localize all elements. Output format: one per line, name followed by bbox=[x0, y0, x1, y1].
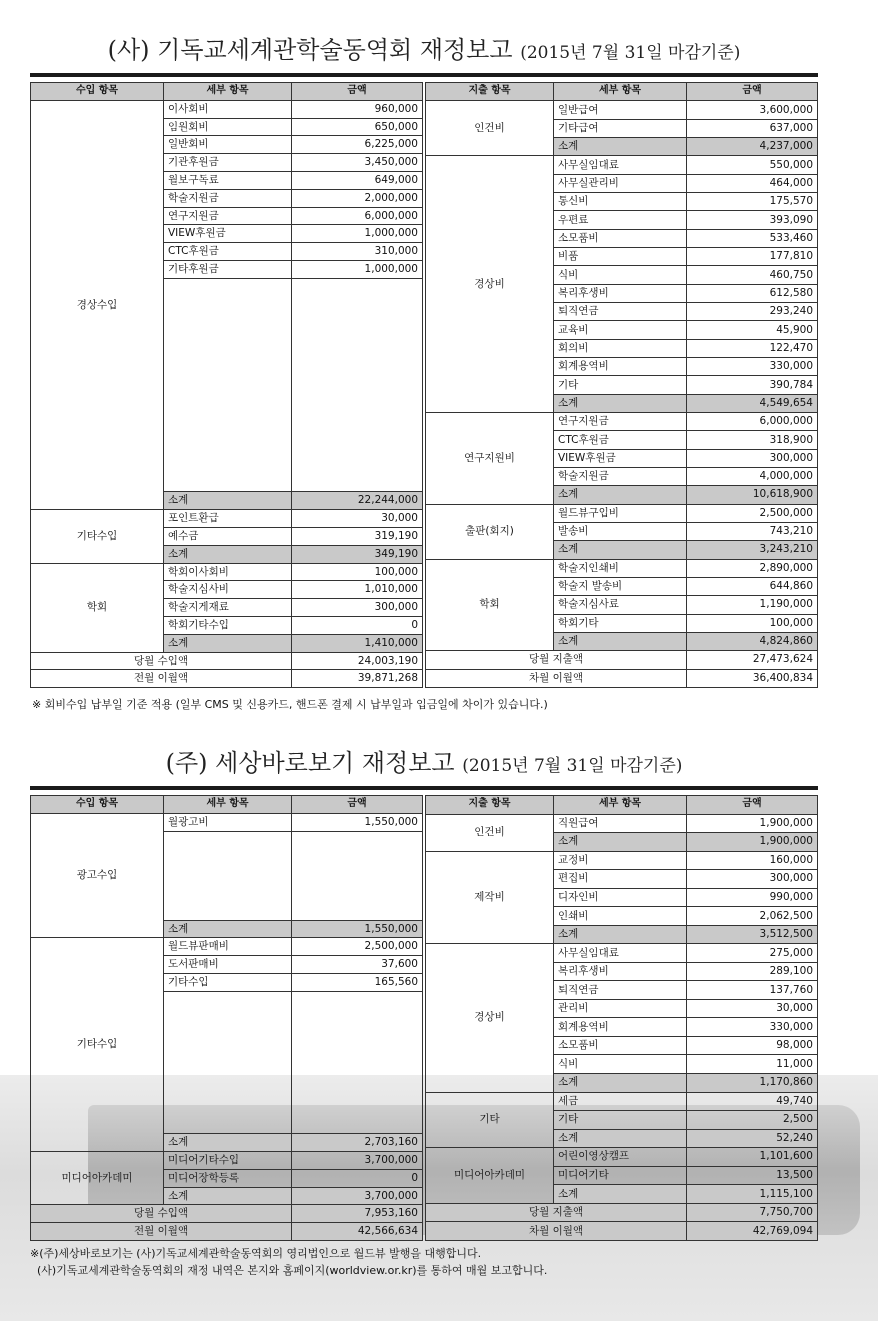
total-amount: 36,400,834 bbox=[687, 669, 818, 688]
subtotal-label: 소계 bbox=[164, 1134, 292, 1152]
item-cell: 회계용역비 bbox=[554, 1018, 687, 1037]
amount-cell: 1,010,000 bbox=[292, 581, 423, 599]
category-cell: 학회 bbox=[426, 559, 554, 651]
item-cell: 복리후생비 bbox=[554, 284, 687, 302]
item-cell: 임원회비 bbox=[164, 118, 292, 136]
section-company-report bbox=[30, 743, 818, 1279]
item-cell: 학회기타 bbox=[554, 614, 687, 632]
amount-cell: 2,890,000 bbox=[687, 559, 818, 577]
item-cell: 관리비 bbox=[554, 999, 687, 1018]
amount-cell: 330,000 bbox=[687, 357, 818, 375]
amount-cell: 2,062,500 bbox=[687, 907, 818, 926]
amount-cell: 650,000 bbox=[292, 118, 423, 136]
item-cell: 퇴직연금 bbox=[554, 981, 687, 1000]
item-cell: 사무실관리비 bbox=[554, 174, 687, 192]
item-cell: 기타수입 bbox=[164, 973, 292, 991]
amount-cell: 300,000 bbox=[687, 870, 818, 889]
category-cell: 기타수입 bbox=[31, 510, 164, 563]
total-amount: 42,566,634 bbox=[292, 1223, 423, 1241]
total-row bbox=[426, 1203, 818, 1222]
subtotal-label: 소계 bbox=[554, 486, 687, 504]
amount-cell: 100,000 bbox=[292, 563, 423, 581]
amount-cell: 122,470 bbox=[687, 339, 818, 357]
section-association-report bbox=[30, 30, 818, 713]
item-cell: CTC후원금 bbox=[554, 431, 687, 449]
subtotal-label: 소계 bbox=[164, 1187, 292, 1205]
amount-cell: 310,000 bbox=[292, 243, 423, 261]
subtotal-label: 소계 bbox=[554, 1185, 687, 1204]
subtotal-amount: 1,550,000 bbox=[292, 920, 423, 938]
amount-cell: 0 bbox=[292, 616, 423, 634]
total-amount: 7,750,700 bbox=[687, 1203, 818, 1222]
amount-cell: 1,900,000 bbox=[687, 814, 818, 833]
amount-cell: 45,900 bbox=[687, 321, 818, 339]
item-cell: 소모품비 bbox=[554, 229, 687, 247]
category-cell: 출판(회지) bbox=[426, 504, 554, 559]
category-cell: 미디어아카데미 bbox=[426, 1148, 554, 1204]
report-note bbox=[30, 1245, 818, 1279]
report-title bbox=[30, 743, 818, 778]
subtotal-label: 소계 bbox=[554, 833, 687, 852]
category-cell: 기타 bbox=[426, 1092, 554, 1148]
amount-cell: 300,000 bbox=[292, 599, 423, 617]
subtotal-amount: 52,240 bbox=[687, 1129, 818, 1148]
item-cell: 인쇄비 bbox=[554, 907, 687, 926]
empty-cell bbox=[292, 831, 423, 920]
subtotal-label: 소계 bbox=[164, 634, 292, 652]
item-cell: 교정비 bbox=[554, 851, 687, 870]
amount-cell: 3,450,000 bbox=[292, 154, 423, 172]
item-cell: 연구지원금 bbox=[554, 412, 687, 430]
amount-cell: 30,000 bbox=[292, 510, 423, 528]
total-row bbox=[31, 670, 423, 688]
amount-cell: 960,000 bbox=[292, 100, 423, 118]
subtotal-label: 소계 bbox=[164, 920, 292, 938]
total-row bbox=[31, 652, 423, 670]
amount-cell: 649,000 bbox=[292, 171, 423, 189]
amount-cell: 275,000 bbox=[687, 944, 818, 963]
item-cell: 비품 bbox=[554, 247, 687, 265]
item-cell: 식비 bbox=[554, 266, 687, 284]
subtotal-amount: 10,618,900 bbox=[687, 486, 818, 504]
subtotal-label: 소계 bbox=[554, 925, 687, 944]
col-header-item: 세부 항목 bbox=[554, 83, 687, 101]
empty-cell bbox=[164, 278, 292, 492]
amount-cell: 550,000 bbox=[687, 156, 818, 174]
total-row bbox=[426, 1222, 818, 1241]
amount-cell: 175,570 bbox=[687, 192, 818, 210]
table-row bbox=[426, 944, 818, 963]
amount-cell: 1,190,000 bbox=[687, 596, 818, 614]
category-cell: 제작비 bbox=[426, 851, 554, 944]
amount-cell: 2,000,000 bbox=[292, 189, 423, 207]
empty-cell bbox=[292, 278, 423, 492]
item-cell: 일반급여 bbox=[554, 101, 687, 119]
amount-cell: 743,210 bbox=[687, 522, 818, 540]
item-cell: 월드뷰판매비 bbox=[164, 938, 292, 956]
amount-cell: 4,000,000 bbox=[687, 467, 818, 485]
item-cell: CTC후원금 bbox=[164, 243, 292, 261]
subtotal-amount: 349,190 bbox=[292, 545, 423, 563]
table-row bbox=[426, 559, 818, 577]
col-header-category: 지출 항목 bbox=[426, 83, 554, 101]
item-cell: 퇴직연금 bbox=[554, 302, 687, 320]
item-cell: 식비 bbox=[554, 1055, 687, 1074]
amount-cell: 990,000 bbox=[687, 888, 818, 907]
category-cell: 경상수입 bbox=[31, 100, 164, 509]
table-row bbox=[426, 412, 818, 430]
col-header-item: 세부 항목 bbox=[164, 796, 292, 814]
total-amount: 42,769,094 bbox=[687, 1222, 818, 1241]
total-label: 당월 수입액 bbox=[31, 1205, 292, 1223]
subtotal-amount: 2,703,160 bbox=[292, 1134, 423, 1152]
amount-cell: 289,100 bbox=[687, 962, 818, 981]
item-cell: 도서판매비 bbox=[164, 956, 292, 974]
amount-cell: 98,000 bbox=[687, 1036, 818, 1055]
expense-table bbox=[425, 795, 818, 1241]
subtotal-amount: 1,115,100 bbox=[687, 1185, 818, 1204]
item-cell: 발송비 bbox=[554, 522, 687, 540]
item-cell: 직원급여 bbox=[554, 814, 687, 833]
subtotal-label: 소계 bbox=[554, 394, 687, 412]
amount-cell: 460,750 bbox=[687, 266, 818, 284]
total-amount: 39,871,268 bbox=[292, 670, 423, 688]
col-header-item: 세부 항목 bbox=[554, 796, 687, 815]
amount-cell: 0 bbox=[292, 1169, 423, 1187]
item-cell: 회의비 bbox=[554, 339, 687, 357]
amount-cell: 49,740 bbox=[687, 1092, 818, 1111]
table-row bbox=[31, 563, 423, 581]
subtotal-amount: 1,410,000 bbox=[292, 634, 423, 652]
subtotal-amount: 3,243,210 bbox=[687, 541, 818, 559]
amount-cell: 644,860 bbox=[687, 577, 818, 595]
total-label: 당월 수입액 bbox=[31, 652, 292, 670]
header-row bbox=[426, 796, 818, 815]
amount-cell: 165,560 bbox=[292, 973, 423, 991]
amount-cell: 330,000 bbox=[687, 1018, 818, 1037]
empty-cell bbox=[292, 991, 423, 1133]
subtotal-label: 소계 bbox=[554, 137, 687, 155]
col-header-amount: 금액 bbox=[687, 796, 818, 815]
total-row bbox=[426, 651, 818, 669]
title-text: (사) 기독교세계관학술동역회 재정보고 bbox=[107, 36, 513, 64]
amount-cell: 1,550,000 bbox=[292, 813, 423, 831]
item-cell: 소모품비 bbox=[554, 1036, 687, 1055]
subtotal-amount: 3,700,000 bbox=[292, 1187, 423, 1205]
item-cell: 학술지 발송비 bbox=[554, 577, 687, 595]
note-line: (사)기독교세계관학술동역회의 재정 내역은 본지와 홈페이지(worldview.or.kr)를 통하여 매월 보고합니다. bbox=[30, 1263, 548, 1277]
income-table bbox=[30, 82, 423, 688]
table-row bbox=[426, 1092, 818, 1111]
total-label: 당월 지출액 bbox=[426, 1203, 687, 1222]
table-row bbox=[426, 156, 818, 174]
amount-cell: 637,000 bbox=[687, 119, 818, 137]
total-amount: 7,953,160 bbox=[292, 1205, 423, 1223]
item-cell: 학술지인쇄비 bbox=[554, 559, 687, 577]
total-label: 전월 이월액 bbox=[31, 670, 292, 688]
category-cell: 연구지원비 bbox=[426, 412, 554, 504]
amount-cell: 3,600,000 bbox=[687, 101, 818, 119]
total-label: 차월 이월액 bbox=[426, 669, 687, 688]
item-cell: 사무실임대료 bbox=[554, 156, 687, 174]
amount-cell: 293,240 bbox=[687, 302, 818, 320]
item-cell: 월광고비 bbox=[164, 813, 292, 831]
total-row bbox=[31, 1205, 423, 1223]
amount-cell: 6,000,000 bbox=[292, 207, 423, 225]
amount-cell: 13,500 bbox=[687, 1166, 818, 1185]
category-cell: 미디어아카데미 bbox=[31, 1151, 164, 1204]
report-title bbox=[30, 30, 818, 65]
col-header-category: 수입 항목 bbox=[31, 83, 164, 101]
item-cell: 이사회비 bbox=[164, 100, 292, 118]
item-cell: 사무실임대료 bbox=[554, 944, 687, 963]
category-cell: 경상비 bbox=[426, 944, 554, 1092]
item-cell: 세금 bbox=[554, 1092, 687, 1111]
item-cell: VIEW후원금 bbox=[164, 225, 292, 243]
expense-table bbox=[425, 82, 818, 688]
amount-cell: 318,900 bbox=[687, 431, 818, 449]
item-cell: 미디어기타수입 bbox=[164, 1151, 292, 1169]
subtotal-amount: 4,824,860 bbox=[687, 632, 818, 650]
subtotal-amount: 1,170,860 bbox=[687, 1073, 818, 1092]
item-cell: 학회이사회비 bbox=[164, 563, 292, 581]
amount-cell: 319,190 bbox=[292, 527, 423, 545]
table-row bbox=[31, 813, 423, 831]
col-header-amount: 금액 bbox=[292, 83, 423, 101]
header-row bbox=[31, 796, 423, 814]
table-row bbox=[426, 851, 818, 870]
item-cell: 연구지원금 bbox=[164, 207, 292, 225]
total-amount: 27,473,624 bbox=[687, 651, 818, 669]
total-label: 차월 이월액 bbox=[426, 1222, 687, 1241]
subtotal-amount: 4,237,000 bbox=[687, 137, 818, 155]
amount-cell: 2,500,000 bbox=[292, 938, 423, 956]
note-line: ※(주)세상바로보기는 (사)기독교세계관학술동역회의 영리법인으로 월드뷰 발행을 대행합니다. bbox=[30, 1246, 482, 1260]
amount-cell: 393,090 bbox=[687, 211, 818, 229]
item-cell: 미디어장학등록 bbox=[164, 1169, 292, 1187]
table-row bbox=[31, 510, 423, 528]
subtotal-label: 소계 bbox=[164, 545, 292, 563]
item-cell: 기타 bbox=[554, 1111, 687, 1130]
amount-cell: 1,000,000 bbox=[292, 260, 423, 278]
col-header-amount: 금액 bbox=[687, 83, 818, 101]
subtotal-amount: 1,900,000 bbox=[687, 833, 818, 852]
table-row bbox=[426, 504, 818, 522]
table-row bbox=[31, 938, 423, 956]
amount-cell: 464,000 bbox=[687, 174, 818, 192]
item-cell: 학술지원금 bbox=[554, 467, 687, 485]
item-cell: 미디어기타 bbox=[554, 1166, 687, 1185]
total-label: 당월 지출액 bbox=[426, 651, 687, 669]
title-rule bbox=[30, 786, 818, 790]
item-cell: 기타 bbox=[554, 376, 687, 394]
empty-cell bbox=[164, 831, 292, 920]
item-cell: 복리후생비 bbox=[554, 962, 687, 981]
item-cell: 회계용역비 bbox=[554, 357, 687, 375]
subtotal-label: 소계 bbox=[164, 492, 292, 510]
item-cell: 통신비 bbox=[554, 192, 687, 210]
amount-cell: 137,760 bbox=[687, 981, 818, 1000]
category-cell: 광고수입 bbox=[31, 813, 164, 938]
amount-cell: 3,700,000 bbox=[292, 1151, 423, 1169]
table-row bbox=[31, 100, 423, 118]
amount-cell: 160,000 bbox=[687, 851, 818, 870]
title-date: (2015년 7월 31일 마감기준) bbox=[462, 756, 683, 776]
total-row bbox=[31, 1223, 423, 1241]
subtotal-label: 소계 bbox=[554, 632, 687, 650]
item-cell: 학술지게재료 bbox=[164, 599, 292, 617]
item-cell: 일반회비 bbox=[164, 136, 292, 154]
item-cell: 교육비 bbox=[554, 321, 687, 339]
col-header-category: 지출 항목 bbox=[426, 796, 554, 815]
amount-cell: 6,225,000 bbox=[292, 136, 423, 154]
item-cell: VIEW후원금 bbox=[554, 449, 687, 467]
amount-cell: 533,460 bbox=[687, 229, 818, 247]
table-row bbox=[426, 101, 818, 119]
item-cell: 디자인비 bbox=[554, 888, 687, 907]
item-cell: 기타후원금 bbox=[164, 260, 292, 278]
subtotal-label: 소계 bbox=[554, 1073, 687, 1092]
category-cell: 인건비 bbox=[426, 814, 554, 851]
table-row bbox=[31, 1151, 423, 1169]
title-rule bbox=[30, 73, 818, 77]
item-cell: 학술지원금 bbox=[164, 189, 292, 207]
category-cell: 학회 bbox=[31, 563, 164, 652]
item-cell: 우편료 bbox=[554, 211, 687, 229]
item-cell: 기타급여 bbox=[554, 119, 687, 137]
subtotal-amount: 22,244,000 bbox=[292, 492, 423, 510]
item-cell: 학술지심사료 bbox=[554, 596, 687, 614]
item-cell: 어린이영상캠프 bbox=[554, 1148, 687, 1167]
amount-cell: 30,000 bbox=[687, 999, 818, 1018]
subtotal-amount: 4,549,654 bbox=[687, 394, 818, 412]
category-cell: 기타수입 bbox=[31, 938, 164, 1152]
amount-cell: 11,000 bbox=[687, 1055, 818, 1074]
amount-cell: 1,101,600 bbox=[687, 1148, 818, 1167]
subtotal-label: 소계 bbox=[554, 1129, 687, 1148]
amount-cell: 390,784 bbox=[687, 376, 818, 394]
item-cell: 월보구독료 bbox=[164, 171, 292, 189]
amount-cell: 1,000,000 bbox=[292, 225, 423, 243]
amount-cell: 2,500,000 bbox=[687, 504, 818, 522]
header-row bbox=[426, 83, 818, 101]
item-cell: 포인트환급 bbox=[164, 510, 292, 528]
report-note: ※ 회비수입 납부일 기준 적용 (일부 CMS 및 신용카드, 핸드폰 결제 시 납부일과 입금일에 차이가 있습니다.) bbox=[32, 698, 548, 712]
col-header-amount: 금액 bbox=[292, 796, 423, 814]
category-cell: 경상비 bbox=[426, 156, 554, 413]
item-cell: 월드뷰구입비 bbox=[554, 504, 687, 522]
empty-cell bbox=[164, 991, 292, 1133]
col-header-category: 수입 항목 bbox=[31, 796, 164, 814]
title-date: (2015년 7월 31일 마감기준) bbox=[520, 43, 741, 63]
item-cell: 편집비 bbox=[554, 870, 687, 889]
item-cell: 기관후원금 bbox=[164, 154, 292, 172]
item-cell: 학술지심사비 bbox=[164, 581, 292, 599]
total-amount: 24,003,190 bbox=[292, 652, 423, 670]
amount-cell: 2,500 bbox=[687, 1111, 818, 1130]
header-row bbox=[31, 83, 423, 101]
item-cell: 학회기타수입 bbox=[164, 616, 292, 634]
subtotal-amount: 3,512,500 bbox=[687, 925, 818, 944]
amount-cell: 177,810 bbox=[687, 247, 818, 265]
amount-cell: 37,600 bbox=[292, 956, 423, 974]
category-cell: 인건비 bbox=[426, 101, 554, 156]
total-label: 전월 이월액 bbox=[31, 1223, 292, 1241]
amount-cell: 100,000 bbox=[687, 614, 818, 632]
total-row bbox=[426, 669, 818, 688]
amount-cell: 6,000,000 bbox=[687, 412, 818, 430]
table-row bbox=[426, 814, 818, 833]
subtotal-label: 소계 bbox=[554, 541, 687, 559]
amount-cell: 612,580 bbox=[687, 284, 818, 302]
col-header-item: 세부 항목 bbox=[164, 83, 292, 101]
title-text: (주) 세상바로보기 재정보고 bbox=[165, 749, 455, 777]
income-table bbox=[30, 795, 423, 1241]
amount-cell: 300,000 bbox=[687, 449, 818, 467]
item-cell: 예수금 bbox=[164, 527, 292, 545]
table-row bbox=[426, 1148, 818, 1167]
